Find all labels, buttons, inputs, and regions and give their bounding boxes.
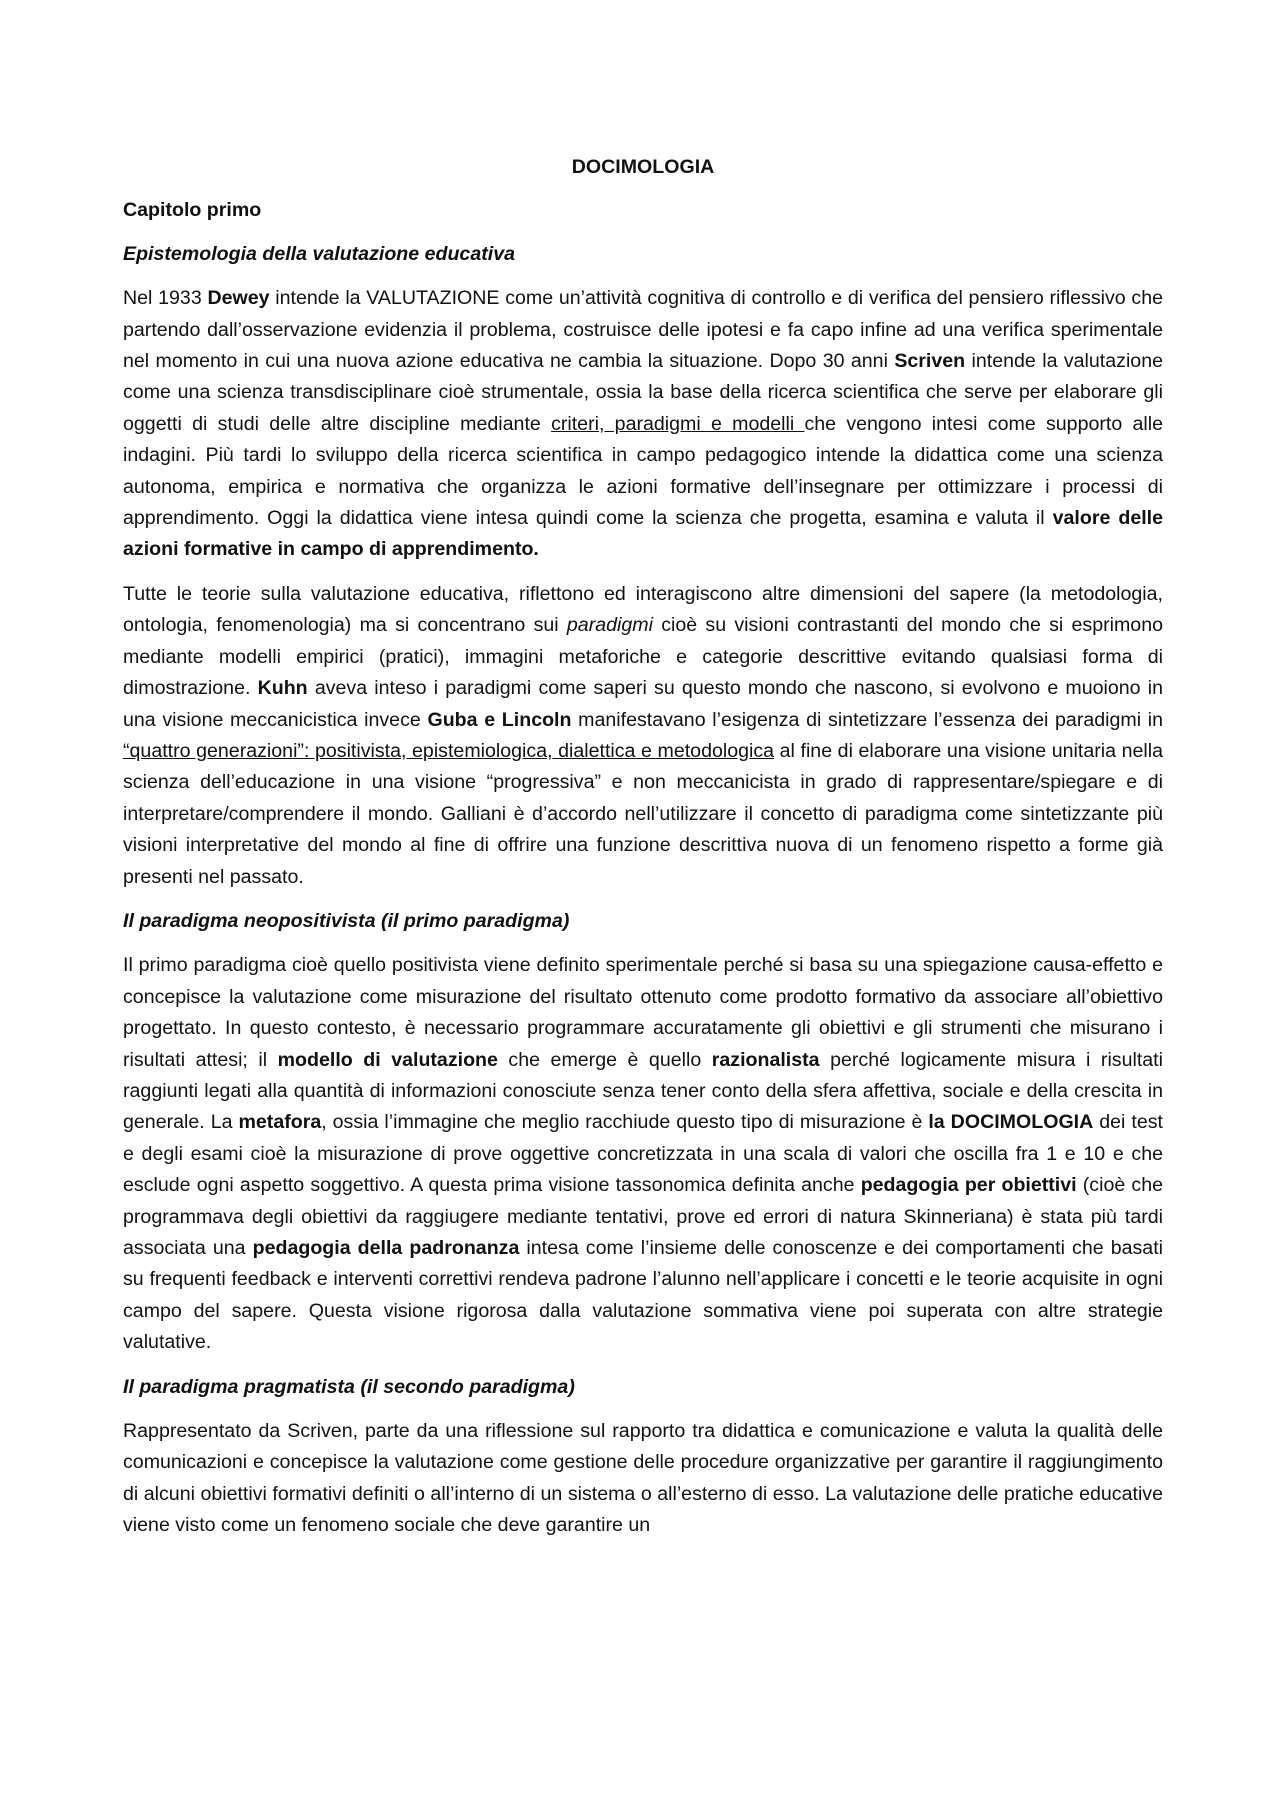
text-run: dei test e degli esami cioè la misurazione di prove oggettive concretizzata in una scala di valori che oscilla fra 1 e 10 e che esclude ogni aspetto soggettivo. A questa prima visione tassonomica definita anche (123, 1111, 1163, 1197)
text-run: Rappresentato da Scriven, parte da una riflessione sul rapporto tra didattica e comunicazione e valuta la qualità delle comunicazioni e concepisce la valutazione come gestione delle procedure organizzative per garantire il raggiungimento di alcuni obiettivi formativi definiti o all’interno di un sistema o all’esterno di esso. La valutazione delle pratiche educative viene visto come un fenomeno sociale che deve garantire un (123, 1420, 1163, 1537)
section-heading-neopositivista: Il paradigma neopositivista (il primo paradigma) (123, 909, 570, 932)
bold-term-docimologia: la DOCIMOLOGIA (928, 1111, 1094, 1134)
section-heading-epistemologia: Epistemologia della valutazione educativa (123, 242, 515, 265)
text-run: manifestavano l’esigenza di sintetizzare l’essenza dei paradigmi in (571, 708, 1164, 731)
paragraph-dewey-scriven (123, 283, 1163, 566)
text-run: , ossia l’immagine che meglio racchiude questo tipo di misurazione è (321, 1111, 929, 1134)
bold-term-guba-lincoln: Guba e Lincoln (427, 708, 572, 731)
section-heading-pragmatista: Il paradigma pragmatista (il secondo paradigma) (123, 1375, 575, 1398)
text-run: intende la valutazione come una scienza transdisciplinare cioè strumentale, ossia la base della ricerca scientifica che serve per elaborare gli oggetti di studi delle altre discipline mediante (123, 350, 1163, 435)
text-run: cioè su visioni contrastanti del mondo che si esprimono mediante modelli empirici (pratici), immagini metaforiche e categorie descrittive evitando qualsiasi forma di dimostrazione. (123, 614, 1163, 700)
text-run: che emerge è quello (497, 1048, 712, 1071)
text-run: aveva inteso i paradigmi come saperi su questo mondo che nascono, si evolvono e muoiono in una visione meccanicistica invece (123, 677, 1163, 731)
bold-phrase-valore: valore delle azioni formative in campo di apprendimento. (123, 507, 1164, 561)
italic-term-paradigmi: paradigmi (566, 614, 653, 637)
text-run: al fine di elaborare una visione unitaria nella scienza dell’educazione in una visione “progressiva” e non meccanicista in grado di rappresentare/spiegare e di interpretare/comprendere il mondo. Galliani è d’accordo nell’utilizzare il concetto di paradigma come sintetizzante più visioni interpretative del mondo al fine di offrire una funzione descrittiva nuova di un fenomeno rispetto a forme già presenti nel passato. (123, 739, 1163, 888)
bold-term-pedagogia-obiettivi: pedagogia per obiettivi (860, 1174, 1077, 1197)
paragraph-primo-paradigma (123, 950, 1163, 1358)
paragraph-paradigmi (123, 579, 1163, 893)
chapter-heading: Capitolo primo (123, 199, 262, 222)
bold-term-dewey: Dewey (207, 287, 270, 310)
paragraph-secondo-paradigma (123, 1416, 1163, 1542)
text-run: intesa come l’insieme delle conoscenze e dei comportamenti che basati su frequenti feedback e interventi correttivi rendeva padrone l’alunno nell’applicare i concetti e le teorie acquisite in ogni campo del sapere. Questa visione rigorosa dalla valutazione sommativa viene poi superata con altre strategie valutative. (123, 1237, 1163, 1354)
document-page (123, 152, 1163, 1555)
text-run: intende la VALUTAZIONE come un’attività cognitiva di controllo e di verifica del pensiero riflessivo che partendo dall’osservazione evidenzia il problema, costruisce delle ipotesi e fa capo infine ad una verifica sperimentale nel momento in cui una nuova azione educativa ne cambia la situazione. Dopo 30 anni (123, 287, 1163, 373)
text-run: perché logicamente misura i risultati raggiunti legati alla quantità di informazioni conosciute senza tener conto della sfera affettiva, sociale e della crescita in generale. La (123, 1048, 1163, 1134)
document-title: DOCIMOLOGIA (571, 156, 715, 178)
text-run: Nel 1933 (123, 287, 208, 310)
bold-term-scriven: Scriven (894, 350, 966, 373)
bold-term-kuhn: Kuhn (257, 677, 308, 700)
bold-term-modello-valutazione: modello di valutazione (277, 1048, 498, 1071)
bold-term-razionalista: razionalista (711, 1048, 820, 1071)
text-run: che vengono intesi come supporto alle indagini. Più tardi lo sviluppo della ricerca scientifica in campo pedagogico intende la didattica come una scienza autonoma, empirica e normativa che organizza le azioni formative dell’insegnare per ottimizzare i processi di apprendimento. Oggi la didattica viene intesa quindi come la scienza che progetta, esamina e valuta il (123, 412, 1163, 530)
bold-term-metafora: metafora (238, 1111, 322, 1134)
underlined-phrase-quattro-generazioni: “quattro generazioni”: positivista, epistemiologica, dialettica e metodologica (123, 739, 775, 762)
text-run: (cioè che programmava degli obiettivi da raggiugere mediante tentativi, prove ed errori di natura Skinneriana) è stata più tardi associata una (123, 1174, 1163, 1259)
text-run: Tutte le teorie sulla valutazione educativa, riflettono ed interagiscono altre dimensioni del sapere (la metodologia, ontologia, fenomenologia) ma si concentrano sui (123, 582, 1163, 637)
underlined-phrase-criteri: criteri, paradigmi e modelli (551, 412, 805, 435)
text-run: Il primo paradigma cioè quello positivista viene definito sperimentale perché si basa su una spiegazione causa-effetto e concepisce la valutazione come misurazione del risultato ottenuto come prodotto formativo da associare all’obiettivo progettato. In questo contesto, è necessario programmare accuratamente gli obiettivi e gli strumenti che misurano i risultati attesi; il (123, 954, 1163, 1071)
bold-term-pedagogia-padronanza: pedagogia della padronanza (252, 1237, 520, 1259)
